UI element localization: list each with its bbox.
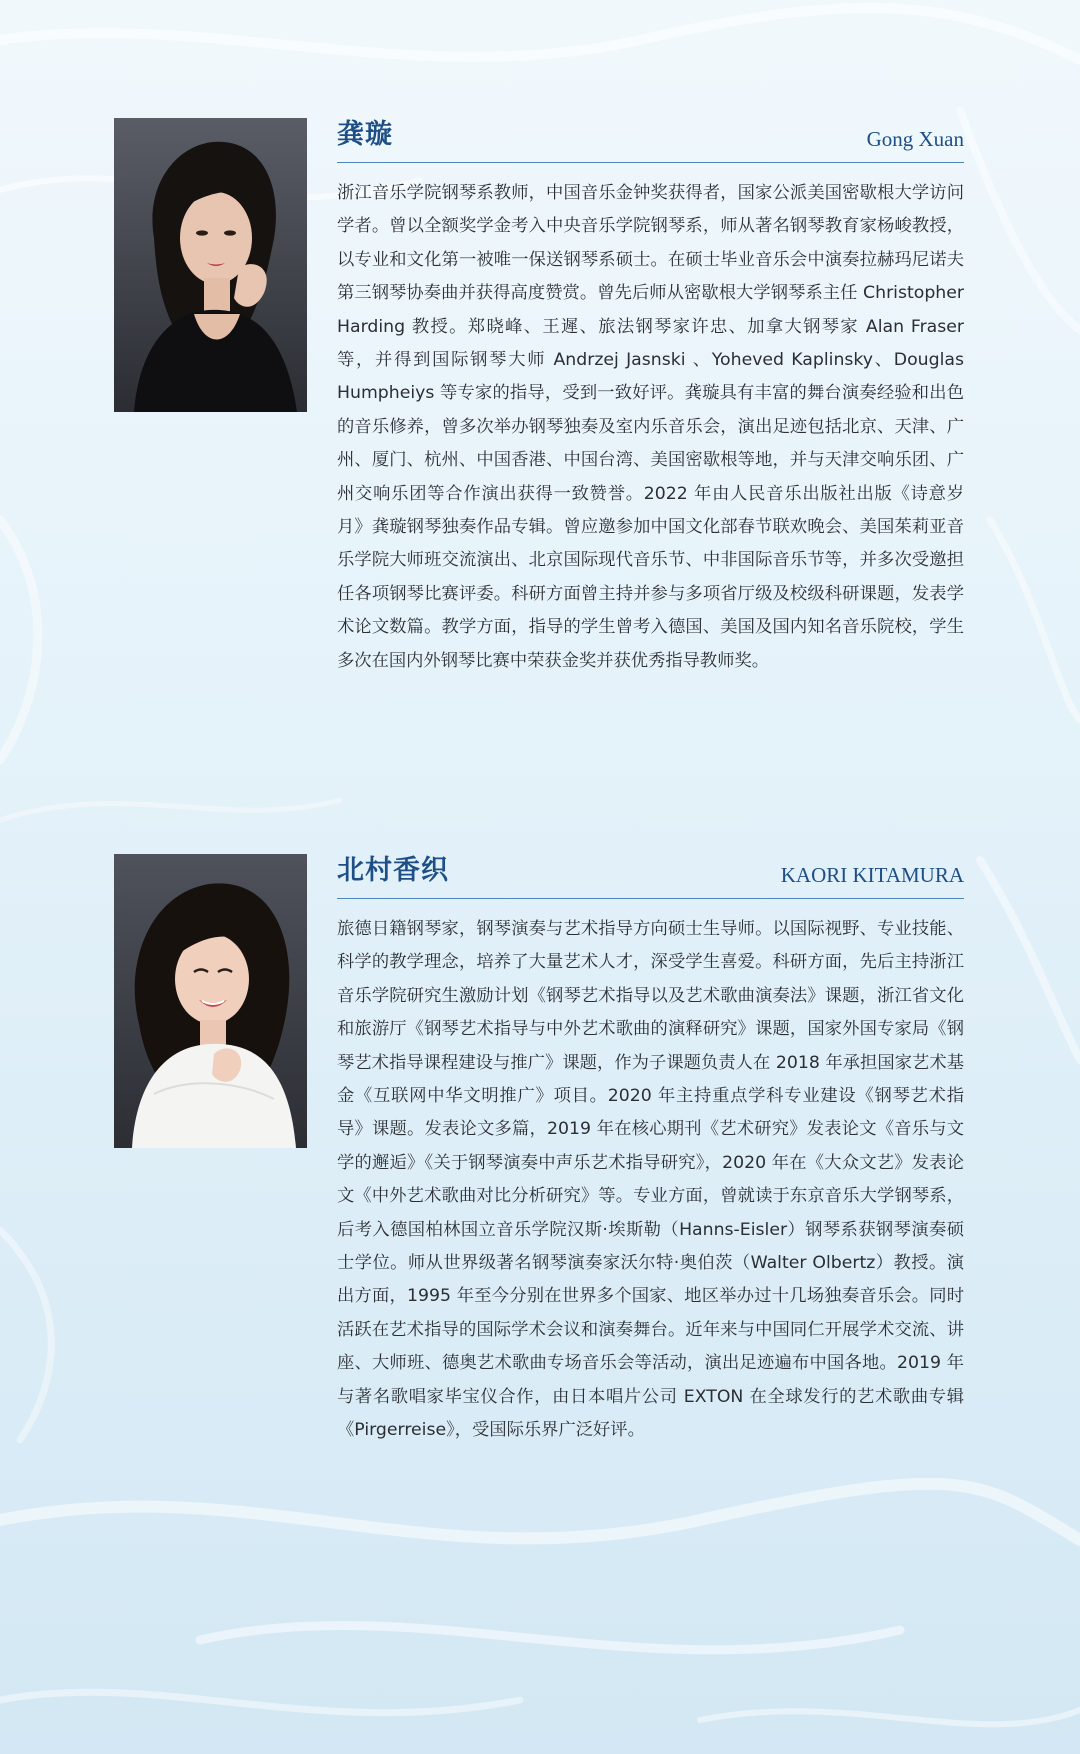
name-chinese: 北村香织 — [337, 855, 449, 886]
portrait-photo — [114, 854, 307, 1148]
name-header — [337, 854, 964, 899]
name-english: KAORI KITAMURA — [780, 863, 964, 887]
biography-text: 旅德日籍钢琴家，钢琴演奏与艺术指导方向硕士生导师。以国际视野、专业技能、科学的教学理念，培养了大量艺术人才，深受学生喜爱。科研方面，先后主持浙江音乐学院研究生激励计划《钢琴艺术指导以及艺术歌曲演奏法》课题，浙江省文化和旅游厅《钢琴艺术指导与中外艺术歌曲的演释研究》课题，国家外国专家局《钢琴艺术指导课程建设与推广》课题，作为子课题负责人在 2018 年承担国家艺术基金《互联网中华文明推广》项目。2020 年主持重点学科专业建设《钢琴艺术指导》课题。发表论文多篇，2019 年在核心期刊《艺术研究》发表论文《音乐与文学的邂逅》《关于钢琴演奏中声乐艺术指导研究》，2020 年在《大众文艺》发表论文《中外艺术歌曲对比分析研究》等。专业方面，曾就读于东京音乐大学钢琴系，后考入德国柏林国立音乐学院汉斯·埃斯勒（Hanns-Eisler）钢琴系获钢琴演奏硕士学位。师从世界级著名钢琴演奏家沃尔特·奥伯茨（Walter Olbertz）教授。演出方面，1995 年至今分别在世界多个国家、地区举办过十几场独奏音乐会。同时活跃在艺术指导的国际学术会议和演奏舞台。近年来与中国同仁开展学术交流、讲座、大师班、德奥艺术歌曲专场音乐会等活动，演出足迹遍布中国各地。2019 年与著名歌唱家毕宝仪合作，由日本唱片公司 EXTON 在全球发行的艺术歌曲专辑《Pirgerreise》，受国际乐界广泛好评。 — [337, 919, 964, 1441]
biography-text: 浙江音乐学院钢琴系教师，中国音乐金钟奖获得者，国家公派美国密歇根大学访问学者。曾以全额奖学金考入中央音乐学院钢琴系，师从著名钢琴教育家杨峻教授，以专业和文化第一被唯一保送钢琴系硕士。在硕士毕业音乐会中演奏拉赫玛尼诺夫第三钢琴协奏曲并获得高度赞赏。曾先后师从密歇根大学钢琴系主任 Christopher Harding 教授。郑晓峰、王遲、旅法钢琴家许忠、加拿大钢琴家 Alan Fraser 等，并得到国际钢琴大师 Andrzej Jasnski 、Yoheved Kaplinsky、Douglas Humpheiys 等专家的指导，受到一致好评。龚璇具有丰富的舞台演奏经验和出色的音乐修养，曾多次举办钢琴独奏及室内乐音乐会，演出足迹包括北京、天津、广州、厦门、杭州、中国香港、中国台湾、美国密歇根等地，并与天津交响乐团、广州交响乐团等合作演出获得一致赞誉。2022 年由人民音乐出版社出版《诗意岁月》龚璇钢琴独奏作品专辑。曾应邀参加中国文化部春节联欢晚会、美国茱莉亚音乐学院大师班交流演出、北京国际现代音乐节、中非国际音乐节等，并多次受邀担任各项钢琴比赛评委。科研方面曾主持并参与多项省厅级及校级科研课题，发表学术论文数篇。教学方面，指导的学生曾考入德国、美国及国内知名音乐院校，学生多次在国内外钢琴比赛中荣获金奖并获优秀指导教师奖。 — [337, 183, 964, 671]
name-chinese: 龚璇 — [337, 119, 393, 150]
bio-column — [337, 854, 964, 1448]
name-header — [337, 118, 964, 163]
name-english: Gong Xuan — [866, 127, 964, 151]
portrait-photo — [114, 118, 307, 412]
bio-column — [337, 118, 964, 678]
